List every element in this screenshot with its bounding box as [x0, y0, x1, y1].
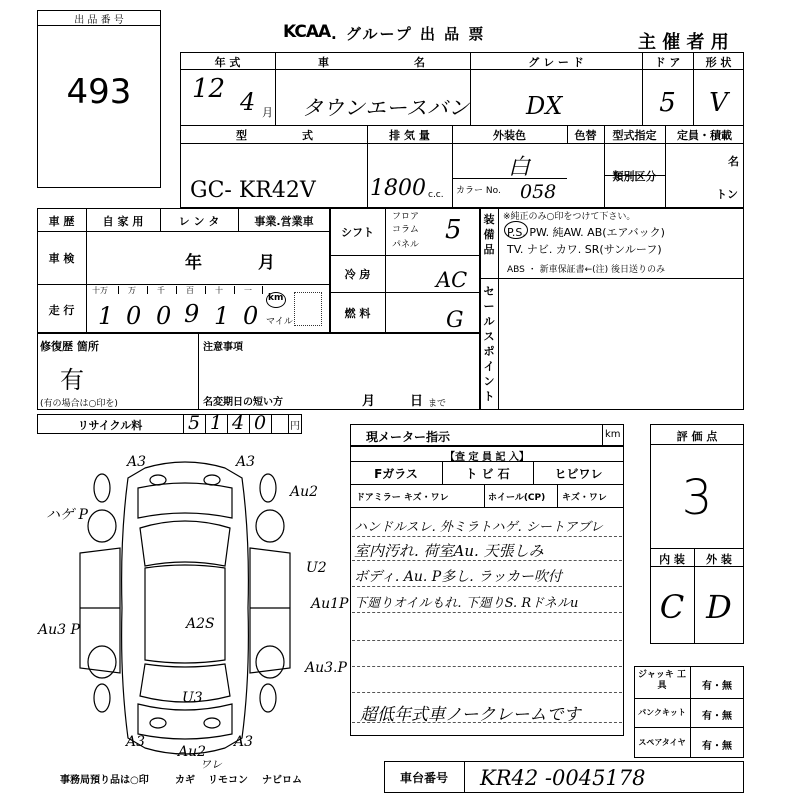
diagram-mark-11: Au2 — [178, 744, 207, 760]
note-line-1: 室内汚れ. 荷室Au. 天張しみ — [354, 542, 544, 560]
key-label: カギ — [175, 775, 195, 786]
month-label: 月 — [362, 394, 376, 409]
capacity-ton-unit: トン — [716, 188, 738, 201]
lot-label: 出 品 番 号 — [74, 15, 124, 26]
mirror-right — [260, 474, 276, 502]
km-label: km — [268, 293, 284, 303]
repair-label: 修復歴 箇所 — [40, 340, 99, 353]
chassis-label: 車台番号 — [399, 771, 448, 785]
interior-label: 内 装 — [659, 553, 685, 566]
diagram-mark-1: A3 — [236, 454, 256, 470]
jack-label: ジャッキ 工 具 — [638, 670, 686, 691]
mileage-check-box — [294, 292, 322, 326]
shape-label: 形 状 — [705, 56, 732, 69]
diagram-mark-6: Au3 P — [38, 622, 80, 638]
car-label: 車 — [318, 56, 329, 69]
color-change-label: 色替 — [574, 129, 597, 142]
diagram-mark-13: ワレ — [200, 758, 222, 771]
car-name-value: タウンエースバン — [302, 96, 469, 120]
wheel-rl — [88, 646, 116, 678]
inspection-month-unit: 月 — [258, 253, 275, 273]
inspection-year-unit: 年 — [185, 253, 202, 273]
mile-label: マイル — [266, 317, 293, 327]
lot-number: 493 — [66, 72, 132, 112]
column-label: コラム — [392, 225, 419, 235]
month-unit: 月 — [262, 106, 273, 119]
meter-label: 現メーター指示 — [366, 430, 451, 444]
hood-outline — [138, 483, 232, 518]
caution-label: 注意事項 — [203, 342, 243, 353]
score-label: 評 価 点 — [676, 430, 718, 443]
mileage-digit-1: 0 — [126, 302, 142, 330]
recycle-digit-0: 5 — [187, 412, 201, 434]
digit-unit-4: 十 — [215, 286, 223, 295]
day-label: 日 — [410, 394, 424, 409]
doors-value: 5 — [659, 88, 676, 118]
displacement-value: 1800 — [370, 176, 426, 201]
model-designation-label: 型式指定 — [612, 129, 657, 142]
brand-logo: KCAA — [283, 22, 331, 42]
shape-value: V — [709, 88, 728, 118]
note-line-6: 超低年式車ノークレームです — [360, 705, 581, 725]
diagram-mark-4: U2 — [306, 560, 327, 576]
diagram-mark-2: ハゲ P — [46, 507, 88, 523]
ac-label: 冷 房 — [344, 268, 371, 281]
month-value: 4 — [240, 88, 256, 116]
model-value: GC- KR42V — [190, 178, 316, 203]
color-no-value: 058 — [520, 181, 557, 203]
category-label: 類別区分 — [612, 170, 657, 183]
wheel-damage-label: キズ・ワレ — [562, 493, 607, 503]
diagram-mark-8: Au3.P — [305, 660, 347, 676]
equipment-line-3: ABS ・ 新車保証書←(注) 後日送りのみ — [507, 265, 666, 275]
digit-unit-1: 万 — [128, 286, 136, 295]
capacity-people-unit: 名 — [728, 155, 739, 168]
bumper-rear-left — [94, 684, 110, 712]
recycle-digit-1: 1 — [209, 412, 223, 434]
interior-value: C — [659, 588, 685, 626]
rear-left-light — [150, 718, 166, 728]
wheel-fr — [256, 510, 284, 542]
mileage-digit-5: 0 — [243, 302, 259, 330]
yen-label: 円 — [290, 421, 300, 432]
digit-unit-2: 千 — [157, 286, 165, 295]
note-line-3: 下廻りオイルもれ. 下廻りS. Rドネルu — [354, 596, 579, 611]
year-value: 12 — [192, 74, 226, 104]
wheel-rr — [256, 646, 284, 678]
year-label: 年 式 — [214, 56, 241, 69]
diagram-mark-9: U3 — [182, 690, 203, 706]
fuel-label: 燃 料 — [344, 307, 371, 320]
exterior-label: 外 装 — [706, 553, 732, 566]
equipment-line-1: P.S. PW. 純AW. AB(エアバック) — [507, 226, 665, 239]
remote-label: リモコン — [208, 775, 248, 786]
diagram-mark-0: A3 — [127, 454, 147, 470]
repair-value: 有 — [60, 366, 84, 394]
mirror-label: ドアミラー キズ・ワレ — [356, 493, 449, 503]
front-left-light — [150, 475, 166, 485]
cc-unit: c.c. — [428, 190, 444, 200]
front-right-light — [204, 475, 220, 485]
equipment-label: 装 備 品 — [483, 213, 495, 256]
floor-label: フロア — [392, 212, 420, 222]
mileage-digit-3: 9 — [184, 300, 200, 328]
office-keep-label: 事務局預り品は○印 — [60, 775, 149, 786]
windshield — [140, 521, 230, 566]
diagram-mark-7: A2S — [186, 616, 215, 632]
wheel-fl — [88, 510, 116, 542]
puncture-yes-no: 有・無 — [702, 711, 732, 722]
color-no-label: カラー No. — [456, 186, 501, 196]
hibiware-label: ヒビワレ — [554, 467, 603, 481]
digit-unit-3: 百 — [186, 286, 194, 295]
mileage-digit-4: 1 — [214, 302, 230, 330]
score-value: 3 — [681, 470, 713, 526]
recycle-digit-2: 4 — [231, 412, 245, 434]
diagram-mark-3: Au2 — [290, 484, 319, 500]
sales-point-label: セ ー ル ス ポ イ ン ト — [483, 285, 495, 403]
meter-unit: km — [605, 429, 621, 440]
displacement-label: 排 気 量 — [389, 129, 430, 142]
recycle-label: リサイクル料 — [77, 419, 143, 432]
mileage-digit-0: 1 — [98, 302, 114, 330]
chassis-value: KR42 -0045178 — [480, 766, 646, 790]
diagram-mark-10: A3 — [126, 734, 146, 750]
puncture-kit-label: パンクキット — [638, 708, 686, 717]
spare-yes-no: 有・無 — [702, 741, 732, 752]
rear-panel — [138, 704, 232, 739]
shift-label: シフト — [341, 226, 374, 239]
grade-value: DX — [526, 92, 563, 120]
roof — [145, 565, 225, 663]
fglass-label: Fガラス — [374, 467, 418, 481]
name-change-label: 名変期日の短い方 — [203, 397, 283, 408]
shift-value: 5 — [445, 215, 462, 245]
mileage-label: 走 行 — [48, 304, 75, 317]
inspector-label: 【査 定 員 記 入】 — [445, 452, 529, 463]
mirror-left — [94, 474, 110, 502]
rear-right-light — [204, 718, 220, 728]
model-type-label: 式 — [302, 129, 313, 142]
private-label: 自 家 用 — [102, 215, 144, 228]
history-label: 車 歴 — [48, 215, 75, 228]
exterior-color-label: 外装色 — [493, 129, 526, 142]
sponsor-label: 主 催 者 用 — [638, 32, 729, 53]
digit-unit-0: 十万 — [92, 286, 108, 295]
name-label: 名 — [414, 56, 425, 69]
recycle-digit-3: 0 — [253, 412, 267, 434]
bumper-rear-right — [260, 684, 276, 712]
spare-tire-label: スペアタイヤ — [638, 738, 686, 747]
rental-label: レ ン タ — [178, 215, 220, 228]
panel-label: パネル — [392, 240, 420, 250]
tobiishi-label: ト ビ 石 — [465, 467, 510, 481]
navi-label: ナビロム — [262, 775, 302, 786]
business-label: 事業.営業車 — [254, 215, 314, 228]
model-label: 型 — [236, 129, 247, 142]
color-value: 白 — [508, 155, 531, 180]
form-title: . グループ 出 品 票 — [331, 25, 486, 43]
exterior-value: D — [706, 588, 732, 626]
diagram-mark-12: A3 — [234, 734, 254, 750]
note-line-2: ボディ. Au. P多し. ラッカー吹付 — [354, 569, 562, 585]
right-side — [250, 548, 290, 673]
equipment-note: ※純正のみ○印をつけて下さい。 — [503, 212, 636, 222]
inspection-label: 車 検 — [48, 252, 75, 265]
ps-circle — [504, 221, 528, 239]
ac-value: AC — [436, 268, 468, 292]
note-line-0: ハンドルスレ. 外ミラトハゲ. シートアブレ — [354, 520, 603, 535]
jack-yes-no: 有・無 — [702, 681, 732, 692]
grade-label: グ レ ー ド — [528, 56, 584, 69]
capacity-label: 定員・積載 — [677, 129, 732, 142]
fuel-value: G — [446, 308, 464, 333]
diagram-mark-5: Au1P — [311, 596, 349, 612]
digit-unit-5: 一 — [244, 286, 252, 295]
repair-note: (有の場合は○印を) — [40, 399, 118, 409]
door-label: ド ア — [654, 56, 681, 69]
equipment-line-2: TV. ナビ. カワ. SR(サンルーフ) — [507, 243, 662, 256]
wheel-label: ホイール(CP) — [488, 493, 546, 503]
mileage-digit-2: 0 — [156, 302, 172, 330]
until-label: まで — [428, 399, 447, 409]
